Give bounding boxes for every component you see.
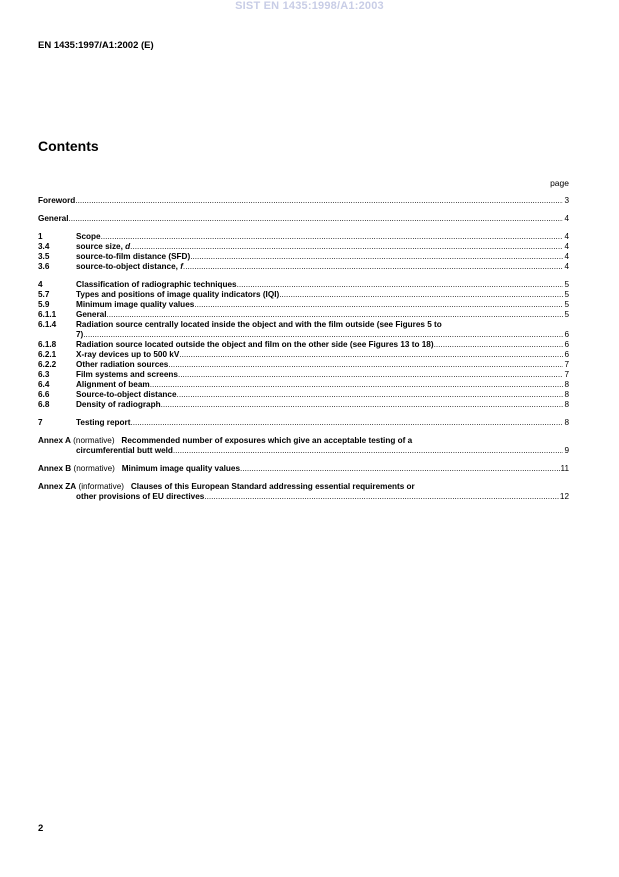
toc-page: 8 xyxy=(564,380,569,389)
toc-number: 3.6 xyxy=(38,262,50,271)
toc-page: 6 xyxy=(564,340,569,349)
toc-title: source-to-film distance (SFD) xyxy=(76,252,191,261)
annex-label: Annex B xyxy=(38,464,72,473)
toc-title: General xyxy=(76,310,107,319)
toc-page: 4 xyxy=(564,262,569,271)
toc-number: 6.2.1 xyxy=(38,350,57,359)
dot-leader xyxy=(83,330,563,340)
dot-leader xyxy=(130,242,563,252)
toc-number: 6.8 xyxy=(38,400,50,409)
toc-title: source-to-object distance, xyxy=(76,262,181,271)
toc-entry-6-6[interactable] xyxy=(38,390,569,400)
toc-number: 3.4 xyxy=(38,242,50,251)
toc-title: Classification of radiographic techniques xyxy=(76,280,237,289)
toc-title: General xyxy=(38,214,69,223)
toc-entry-6-8[interactable] xyxy=(38,400,569,410)
dot-leader xyxy=(204,492,559,502)
toc-number: 4 xyxy=(38,280,43,289)
toc-page: 6 xyxy=(564,330,569,339)
toc-page: 5 xyxy=(564,300,569,309)
toc-entry-3-4[interactable] xyxy=(38,242,569,252)
toc-number: 7 xyxy=(38,418,43,427)
dot-leader xyxy=(194,300,563,310)
toc-number: 6.3 xyxy=(38,370,50,379)
toc-number: 6.1.1 xyxy=(38,310,57,319)
toc-entry-annex-za[interactable] xyxy=(38,482,569,492)
dot-leader xyxy=(178,370,563,380)
toc-page: 4 xyxy=(564,252,569,261)
toc-entry-annex-a-continued[interactable] xyxy=(38,446,569,456)
toc-number: 6.1.4 xyxy=(38,320,57,329)
toc-entry-3-6[interactable] xyxy=(38,262,569,272)
dot-leader xyxy=(150,380,564,390)
toc-number: 1 xyxy=(38,232,43,241)
toc-entry-annex-a[interactable] xyxy=(38,436,569,446)
toc-title: Types and positions of image quality indicators (IQI) xyxy=(76,290,280,299)
toc-page: 7 xyxy=(564,360,569,369)
toc-entry-1[interactable] xyxy=(38,232,569,242)
toc-title: Scope xyxy=(76,232,101,241)
annex-status: (normative) xyxy=(71,464,122,473)
toc-title-variable: f xyxy=(180,262,183,271)
dot-leader xyxy=(173,446,564,456)
contents-heading: Contents xyxy=(38,138,99,154)
toc-title: Other radiation sources xyxy=(76,360,169,369)
toc-title: source size, xyxy=(76,242,126,251)
toc-page: 8 xyxy=(564,400,569,409)
dot-leader xyxy=(75,196,563,206)
toc-entry-4[interactable] xyxy=(38,280,569,290)
toc-entry-7[interactable] xyxy=(38,418,569,428)
toc-title-continued: other provisions of EU directives xyxy=(76,492,205,501)
dot-leader xyxy=(237,280,564,290)
toc-entry-6-3[interactable] xyxy=(38,370,569,380)
toc-entry-general[interactable] xyxy=(38,214,569,224)
toc-title: Radiation source centrally located inside the object and with the film outside (see Figures 5 to xyxy=(76,320,442,329)
watermark: SIST EN 1435:1998/A1:2003 xyxy=(235,0,384,12)
toc-page: 8 xyxy=(564,390,569,399)
toc-number: 6.2.2 xyxy=(38,360,57,369)
toc-page: 5 xyxy=(564,280,569,289)
dot-leader xyxy=(190,252,563,262)
toc-title: X-ray devices up to 500 kV xyxy=(76,350,180,359)
toc-page: 5 xyxy=(564,290,569,299)
toc-entry-5-7[interactable] xyxy=(38,290,569,300)
toc-page: 7 xyxy=(564,370,569,379)
dot-leader xyxy=(130,418,563,428)
dot-leader xyxy=(168,360,563,370)
annex-status: (informative) xyxy=(76,482,131,491)
page-number: 2 xyxy=(38,823,44,834)
dot-leader xyxy=(434,340,564,350)
toc-page: 9 xyxy=(564,446,569,455)
toc-title: Recommended number of exposures which give an acceptable testing of a xyxy=(121,436,413,445)
toc-entry-6-4[interactable] xyxy=(38,380,569,390)
toc-entry-5-9[interactable] xyxy=(38,300,569,310)
toc-number: 5.7 xyxy=(38,290,50,299)
toc-entry-6-1-1[interactable] xyxy=(38,310,569,320)
document-id: EN 1435:1997/A1:2002 (E) xyxy=(38,40,154,51)
dot-leader xyxy=(279,290,563,300)
toc-title: Minimum image quality values xyxy=(76,300,195,309)
toc-title-continued: 7) xyxy=(76,330,84,339)
annex-label: Annex A xyxy=(38,436,71,445)
toc-entry-foreword[interactable] xyxy=(38,196,569,206)
toc-title: Source-to-object distance xyxy=(76,390,177,399)
toc-entry-annex-za-continued[interactable] xyxy=(38,492,569,502)
toc-title: Density of radiograph xyxy=(76,400,161,409)
toc-title-continued: circumferential butt weld xyxy=(76,446,173,455)
toc-entry-6-1-4[interactable] xyxy=(38,320,569,330)
dot-leader xyxy=(161,400,564,410)
annex-label: Annex ZA xyxy=(38,482,77,491)
dot-leader xyxy=(183,262,564,272)
toc-page: 6 xyxy=(564,350,569,359)
toc-title: Alignment of beam xyxy=(76,380,150,389)
toc-entry-6-1-8[interactable] xyxy=(38,340,569,350)
toc-title: Film systems and screens xyxy=(76,370,178,379)
toc-entry-6-2-2[interactable] xyxy=(38,360,569,370)
toc-entry-6-1-4-continued[interactable] xyxy=(38,330,569,340)
dot-leader xyxy=(101,232,564,242)
toc-number: 3.5 xyxy=(38,252,50,261)
toc-page: 4 xyxy=(564,214,569,223)
dot-leader xyxy=(69,214,564,224)
toc-entry-3-5[interactable] xyxy=(38,252,569,262)
dot-leader xyxy=(107,310,564,320)
toc-title: Minimum image quality values xyxy=(121,464,241,473)
toc-page: 4 xyxy=(564,232,569,241)
toc-page: 5 xyxy=(564,310,569,319)
toc-title: Foreword xyxy=(38,196,76,205)
dot-leader xyxy=(179,350,563,360)
toc-page: 3 xyxy=(564,196,569,205)
table-of-contents xyxy=(38,196,569,502)
annex-status: (normative) xyxy=(70,436,122,445)
toc-title: Clauses of this European Standard addressing essential requirements or xyxy=(130,482,415,491)
page-column-label: page xyxy=(550,178,569,188)
toc-page: 12 xyxy=(559,492,569,501)
toc-entry-annex-b[interactable] xyxy=(38,464,569,474)
toc-title: Testing report xyxy=(76,418,131,427)
toc-page: 8 xyxy=(564,418,569,427)
dot-leader xyxy=(240,464,559,474)
toc-page: 11 xyxy=(560,464,569,473)
toc-title-variable: d xyxy=(125,242,131,251)
toc-number: 6.4 xyxy=(38,380,50,389)
toc-page: 4 xyxy=(564,242,569,251)
toc-entry-6-2-1[interactable] xyxy=(38,350,569,360)
toc-title: Radiation source located outside the object and film on the other side (see Figures 13 to 18) xyxy=(76,340,434,349)
toc-number: 6.1.8 xyxy=(38,340,57,349)
dot-leader xyxy=(177,390,564,400)
toc-number: 5.9 xyxy=(38,300,50,309)
toc-number: 6.6 xyxy=(38,390,50,399)
